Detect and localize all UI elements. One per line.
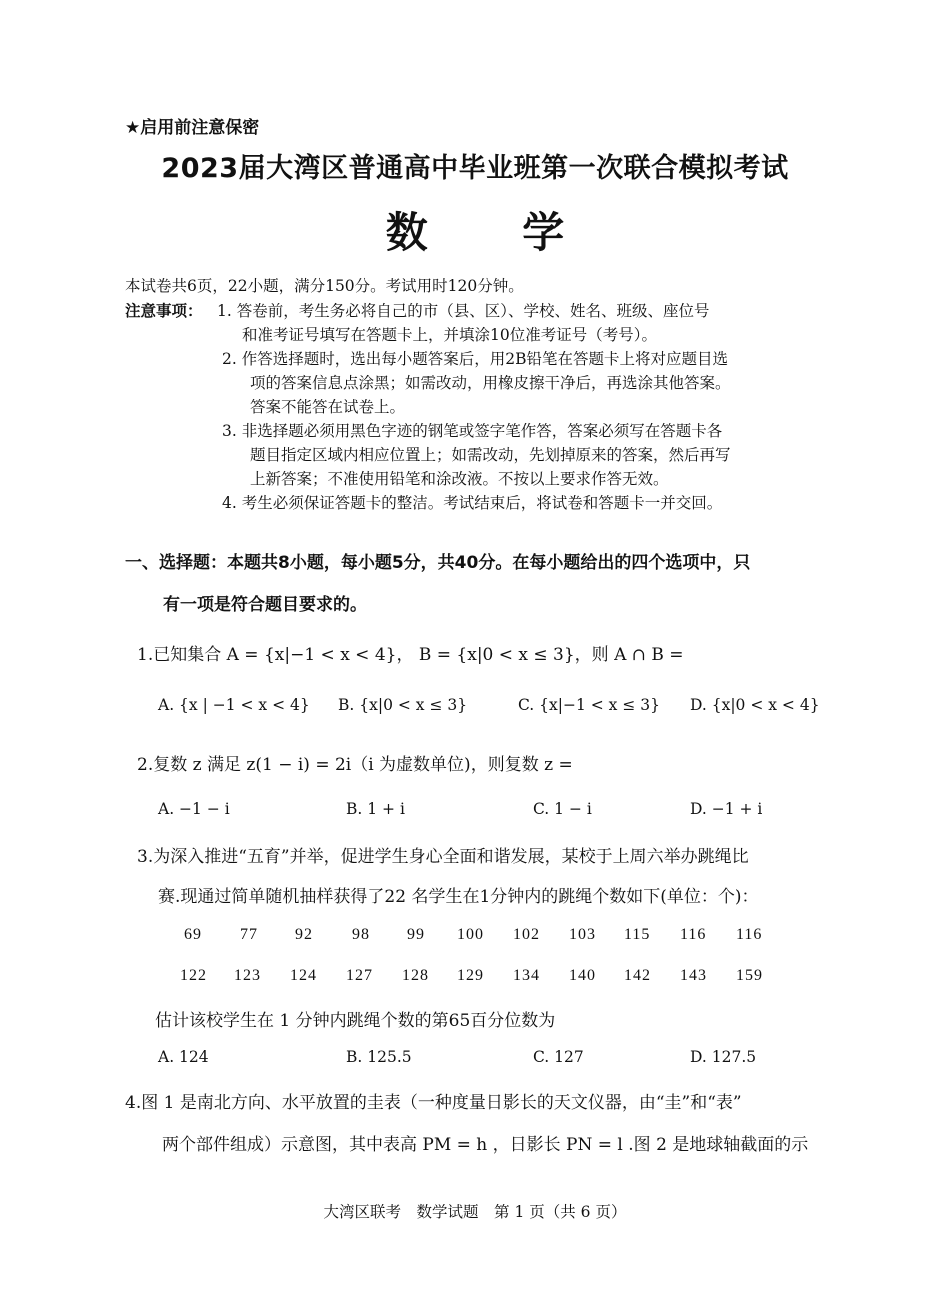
confidential-label: ★启用前注意保密	[125, 118, 260, 138]
data-value: 159	[736, 967, 763, 984]
exam-title: 2023届大湾区普通高中毕业班第一次联合模拟考试	[161, 153, 789, 184]
data-value: 103	[569, 926, 596, 943]
data-value: 116	[736, 926, 763, 943]
data-value: 142	[624, 967, 651, 984]
question-2-stem: 2.复数 z 满足 z(1 − i) = 2i（i 为虚数单位)，则复数 z =	[137, 755, 573, 775]
section-heading-cont: 有一项是符合题目要求的。	[163, 595, 367, 615]
q3-option-d: D. 127.5	[690, 1048, 757, 1066]
note-line: 2. 作答选择题时，选出每小题答案后，用2B铅笔在答题卡上将对应题目选	[222, 350, 728, 368]
data-value: 122	[180, 967, 207, 984]
data-value: 140	[569, 967, 596, 984]
page-footer: 大湾区联考 数学试题 第 1 页（共 6 页）	[323, 1203, 627, 1221]
question-4-stem: 4.图 1 是南北方向、水平放置的圭表（一种度量日影长的天文仪器，由“圭”和“表”	[125, 1093, 742, 1113]
data-value: 98	[352, 926, 370, 943]
q2-option-b: B. 1 + i	[346, 800, 405, 818]
q3-option-b: B. 125.5	[346, 1048, 412, 1066]
note-line: 4. 考生必须保证答题卡的整洁。考试结束后，将试卷和答题卡一并交回。	[222, 494, 723, 512]
q3-option-c: C. 127	[533, 1048, 584, 1066]
note-line: 3. 非选择题必须用黑色字迹的钢笔或签字笔作答，答案必须写在答题卡各	[222, 422, 723, 440]
q1-option-a: A. {x | −1 < x < 4}	[158, 696, 310, 714]
note-line: 项的答案信息点涂黑；如需改动，用橡皮擦干净后，再选涂其他答案。	[250, 374, 731, 392]
data-value: 99	[407, 926, 425, 943]
question-4-stem-cont: 两个部件组成）示意图，其中表高 PM = h ，日影长 PN = l .图 2 是地球轴截面的示	[162, 1135, 809, 1155]
data-value: 115	[624, 926, 651, 943]
q2-option-a: A. −1 − i	[158, 800, 230, 818]
exam-intro: 本试卷共6页，22小题，满分150分。考试用时120分钟。	[125, 277, 524, 295]
data-value: 124	[290, 967, 317, 984]
data-value: 69	[184, 926, 202, 943]
data-value: 129	[457, 967, 484, 984]
q1-option-b: B. {x|0 < x ≤ 3}	[338, 696, 468, 714]
note-line: 1. 答卷前，考生务必将自己的市（县、区）、学校、姓名、班级、座位号	[217, 302, 710, 320]
data-value: 100	[457, 926, 484, 943]
q3-option-a: A. 124	[158, 1048, 209, 1066]
note-line: 答案不能答在试卷上。	[250, 398, 406, 416]
note-line: 和准考证号填写在答题卡上，并填涂10位准考证号（考号）。	[242, 326, 657, 344]
data-value: 123	[234, 967, 261, 984]
q2-option-d: D. −1 + i	[690, 800, 763, 818]
data-value: 102	[513, 926, 540, 943]
data-value: 143	[680, 967, 707, 984]
data-value: 92	[295, 926, 313, 943]
data-value: 116	[680, 926, 707, 943]
q2-option-c: C. 1 − i	[533, 800, 592, 818]
q1-option-d: D. {x|0 < x < 4}	[690, 696, 820, 714]
data-value: 127	[346, 967, 373, 984]
data-value: 128	[402, 967, 429, 984]
question-1-stem: 1.已知集合 A = {x|−1 < x < 4}， B = {x|0 < x ≤ 3}，则 A ∩ B =	[137, 645, 684, 665]
data-value: 77	[240, 926, 258, 943]
note-line: 上新答案；不准使用铅笔和涂改液。不按以上要求作答无效。	[250, 470, 669, 488]
question-3-stem: 3.为深入推进“五育”并举，促进学生身心全面和谐发展，某校于上周六举办跳绳比	[137, 847, 749, 867]
note-line: 题目指定区域内相应位置上；如需改动，先划掉原来的答案，然后再写	[250, 446, 731, 464]
question-3-stem-cont: 赛.现通过简单随机抽样获得了22 名学生在1分钟内的跳绳个数如下(单位：个)：	[158, 887, 759, 907]
question-3-ask: 估计该校学生在 1 分钟内跳绳个数的第65百分位数为	[155, 1011, 556, 1031]
subject-title: 数 学	[385, 208, 605, 257]
data-value: 134	[513, 967, 540, 984]
section-heading: 一、选择题：本题共8小题，每小题5分，共40分。在每小题给出的四个选项中，只	[125, 553, 751, 573]
q1-option-c: C. {x|−1 < x ≤ 3}	[518, 696, 660, 714]
notes-label: 注意事项：	[125, 302, 203, 320]
